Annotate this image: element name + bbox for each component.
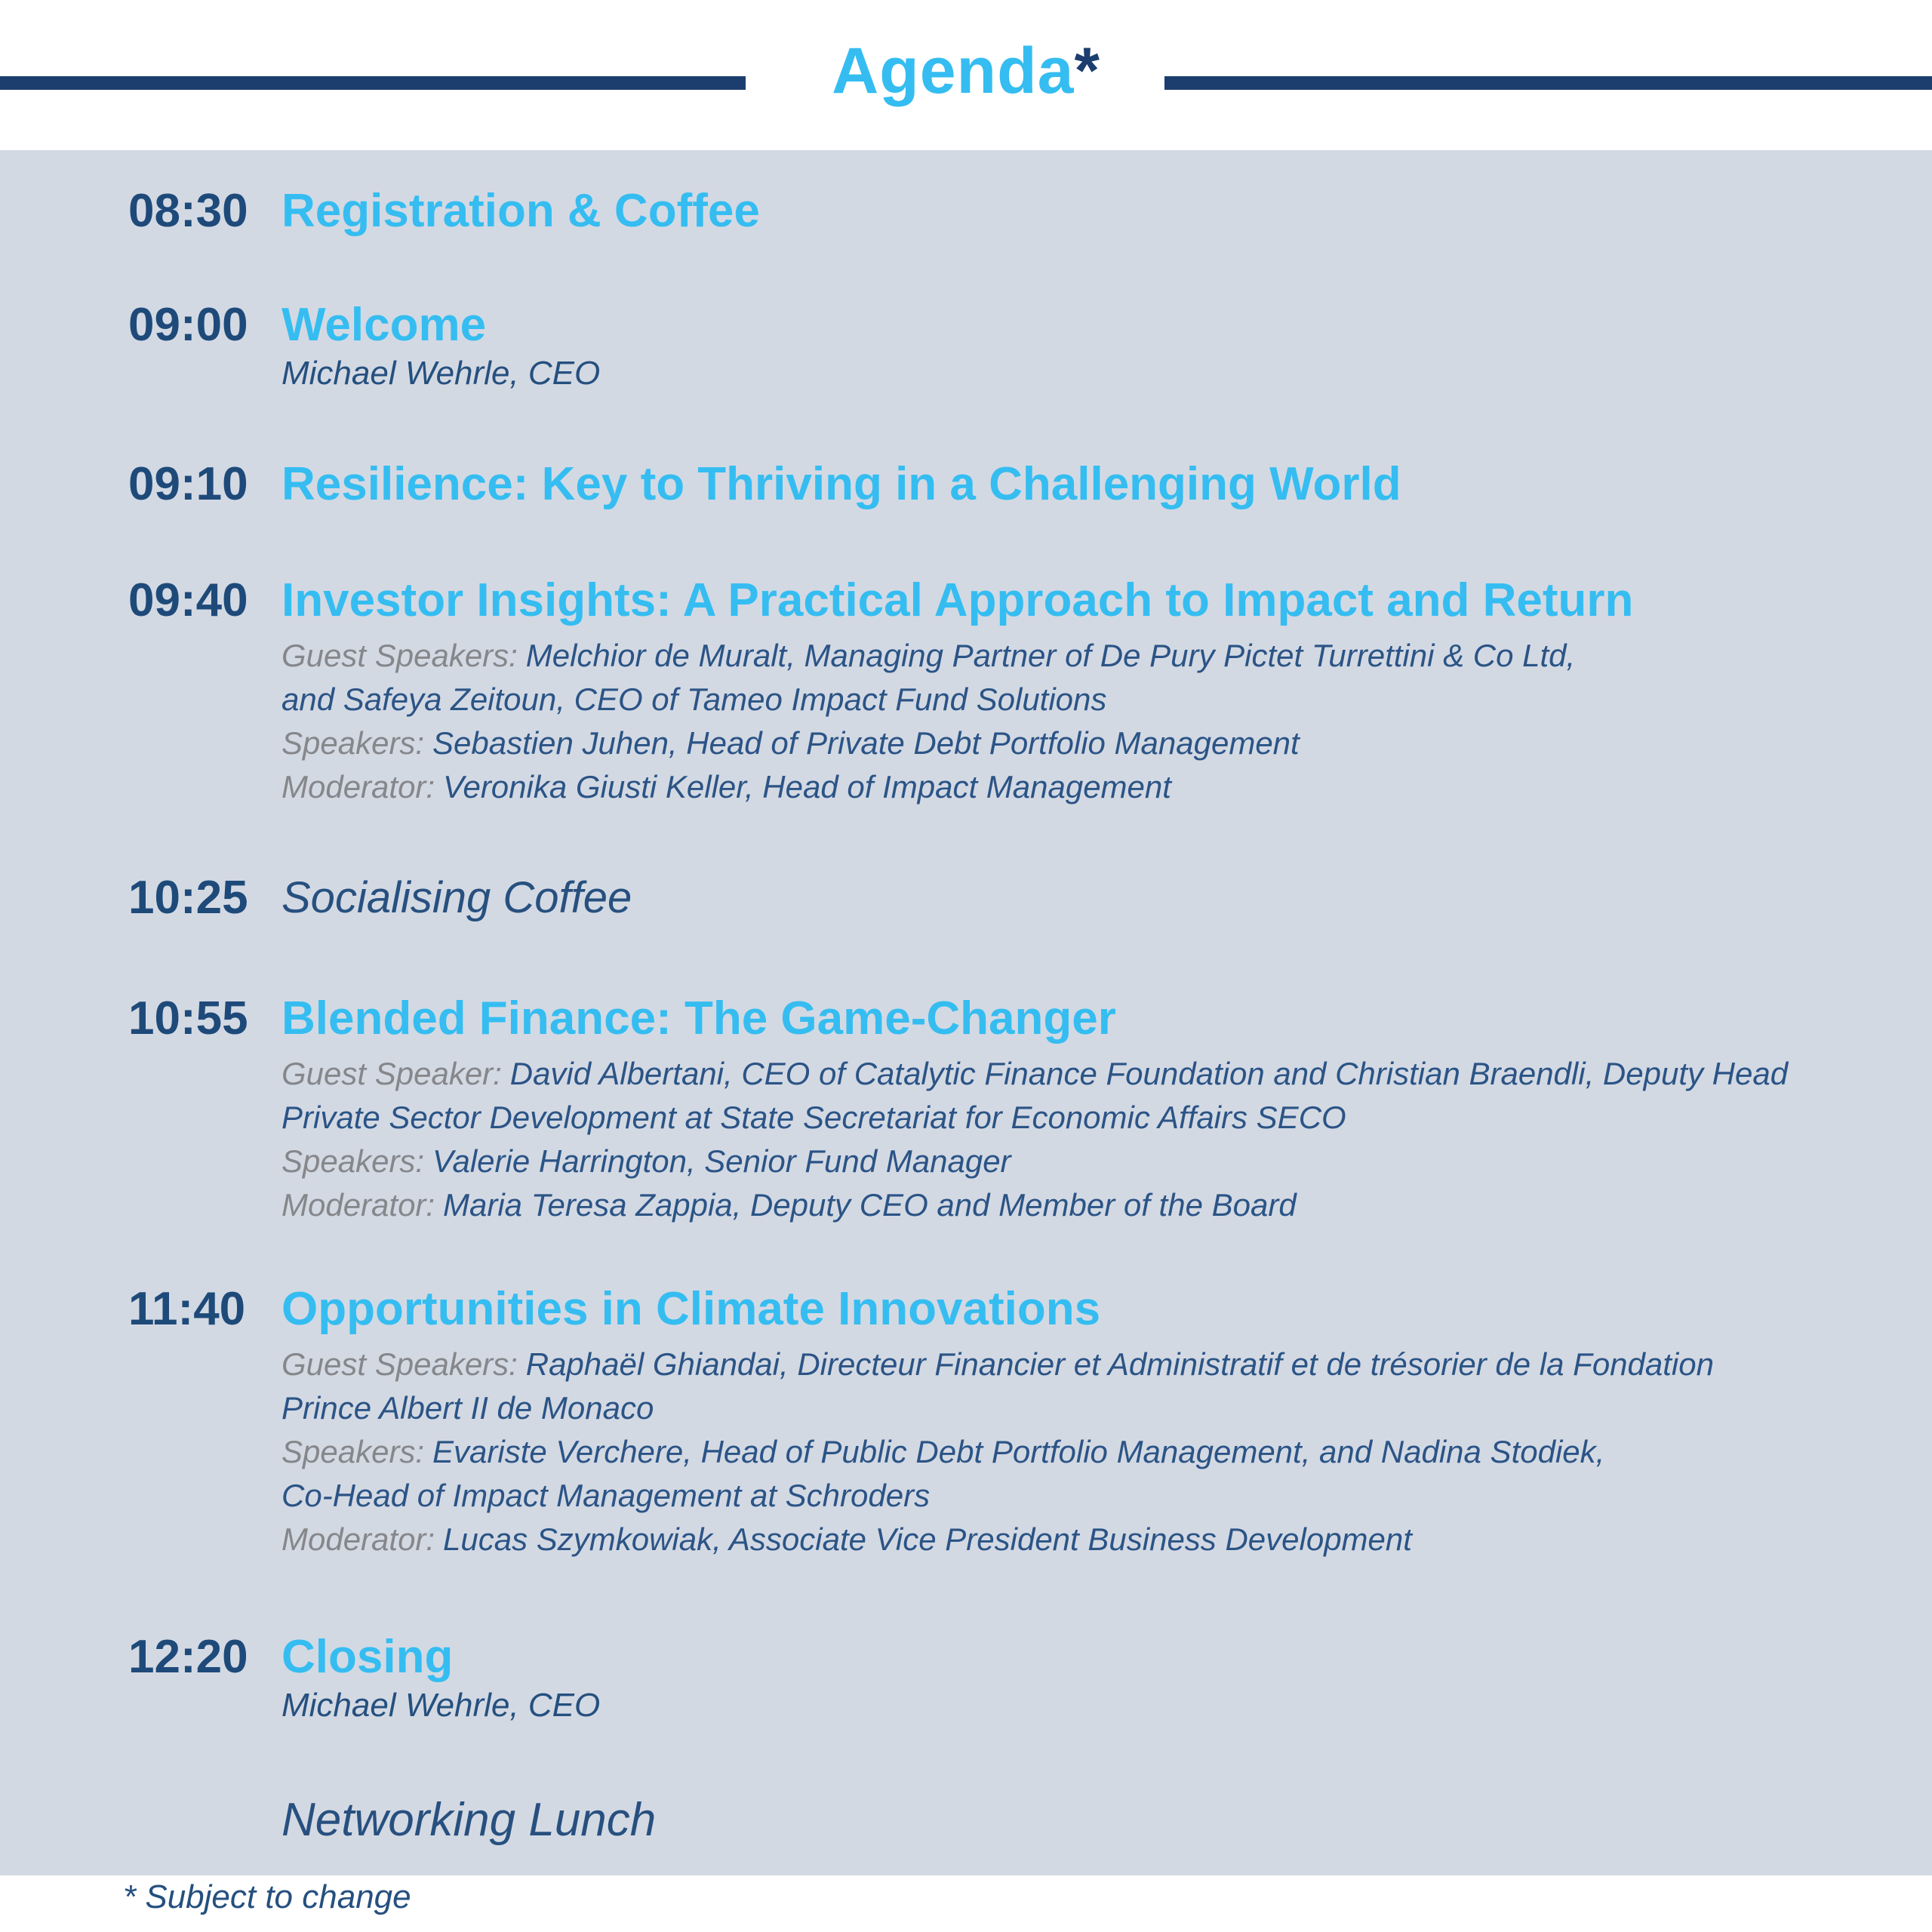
detail-text: Private Sector Development at State Secretariat for Economic Affairs SECO bbox=[281, 1100, 1346, 1135]
agenda-item-welcome bbox=[128, 300, 1887, 395]
session-time: 09:40 bbox=[128, 574, 248, 626]
detail-text: Co-Head of Impact Management at Schroders bbox=[281, 1478, 931, 1513]
session-title: Blended Finance: The Game-Changer bbox=[281, 992, 1116, 1044]
footnote: * Subject to change bbox=[123, 1878, 411, 1915]
session-speaker: Michael Wehrle, CEO bbox=[281, 1687, 601, 1724]
session-time: 10:55 bbox=[128, 992, 248, 1044]
session-time: 09:00 bbox=[128, 299, 248, 351]
session-title: Resilience: Key to Thriving in a Challenging World bbox=[281, 458, 1401, 510]
detail-line bbox=[281, 1183, 1887, 1227]
detail-line bbox=[281, 1518, 1887, 1561]
detail-text: and Safeya Zeitoun, CEO of Tameo Impact Fund Solutions bbox=[281, 681, 1107, 717]
session-time: 11:40 bbox=[128, 1283, 246, 1335]
session-details bbox=[281, 634, 1887, 809]
session-time: 10:25 bbox=[128, 872, 248, 924]
agenda-item-socialising-coffee bbox=[128, 872, 1887, 924]
detail-label: Moderator: bbox=[281, 769, 435, 804]
session-title: Networking Lunch bbox=[281, 1794, 657, 1846]
agenda-item-investor-insights bbox=[128, 575, 1887, 809]
detail-line bbox=[281, 1430, 1887, 1474]
detail-text: Maria Teresa Zappia, Deputy CEO and Member of the Board bbox=[443, 1187, 1297, 1223]
session-title: Socialising Coffee bbox=[281, 873, 632, 922]
detail-text: Veronika Giusti Keller, Head of Impact Management bbox=[443, 769, 1171, 804]
detail-line bbox=[281, 1096, 1887, 1140]
detail-label: Guest Speakers: bbox=[281, 638, 518, 673]
session-title: Registration & Coffee bbox=[281, 185, 760, 237]
detail-line bbox=[281, 634, 1887, 678]
agenda-item-climate-innovations bbox=[128, 1284, 1887, 1561]
detail-label: Moderator: bbox=[281, 1521, 435, 1557]
agenda-item-resilience bbox=[128, 459, 1887, 510]
session-time: 08:30 bbox=[128, 185, 248, 237]
detail-label: Moderator: bbox=[281, 1187, 435, 1223]
detail-label: Guest Speaker: bbox=[281, 1056, 502, 1091]
detail-label: Speakers: bbox=[281, 1434, 425, 1469]
session-title: Welcome bbox=[281, 299, 487, 351]
page-title bbox=[0, 36, 1932, 106]
detail-line bbox=[281, 1343, 1887, 1386]
detail-line bbox=[281, 678, 1887, 721]
detail-text: Lucas Szymkowiak, Associate Vice President Business Development bbox=[443, 1521, 1412, 1557]
detail-line bbox=[281, 1386, 1887, 1430]
detail-line bbox=[281, 765, 1887, 809]
title-asterisk: * bbox=[1074, 35, 1100, 107]
session-details bbox=[281, 1052, 1887, 1227]
detail-line bbox=[281, 721, 1887, 765]
session-title: Investor Insights: A Practical Approach to Impact and Return bbox=[281, 574, 1634, 626]
detail-text: Melchior de Muralt, Managing Partner of De Pury Pictet Turrettini & Co Ltd, bbox=[525, 638, 1576, 673]
detail-text: Valerie Harrington, Senior Fund Manager bbox=[432, 1143, 1011, 1179]
session-title: Opportunities in Climate Innovations bbox=[281, 1283, 1101, 1335]
detail-label: Speakers: bbox=[281, 725, 425, 761]
detail-text: Evariste Verchere, Head of Public Debt Portfolio Management, and Nadina Stodiek, bbox=[432, 1434, 1605, 1469]
agenda-item-networking-lunch bbox=[281, 1795, 1887, 1846]
agenda-item-blended-finance bbox=[128, 993, 1887, 1227]
agenda-item-closing bbox=[128, 1632, 1887, 1727]
detail-label: Guest Speakers: bbox=[281, 1346, 518, 1382]
detail-text: Sebastien Juhen, Head of Private Debt Portfolio Management bbox=[432, 725, 1300, 761]
detail-line bbox=[281, 1052, 1887, 1096]
session-time: 12:20 bbox=[128, 1631, 248, 1683]
session-title: Closing bbox=[281, 1631, 454, 1683]
detail-text: Raphaël Ghiandai, Directeur Financier et Administratif et de trésorier de la Fondation bbox=[525, 1346, 1714, 1382]
detail-text: Prince Albert II de Monaco bbox=[281, 1390, 654, 1426]
detail-line bbox=[281, 1474, 1887, 1518]
session-speaker: Michael Wehrle, CEO bbox=[281, 355, 601, 392]
agenda-item-registration bbox=[128, 186, 1887, 237]
detail-line bbox=[281, 1140, 1887, 1183]
page-title-text: Agenda bbox=[832, 35, 1075, 107]
detail-label: Speakers: bbox=[281, 1143, 425, 1179]
session-details bbox=[281, 1343, 1887, 1561]
detail-text: David Albertani, CEO of Catalytic Finance Foundation and Christian Braendli, Deputy Head bbox=[509, 1056, 1789, 1091]
session-time: 09:10 bbox=[128, 458, 248, 510]
